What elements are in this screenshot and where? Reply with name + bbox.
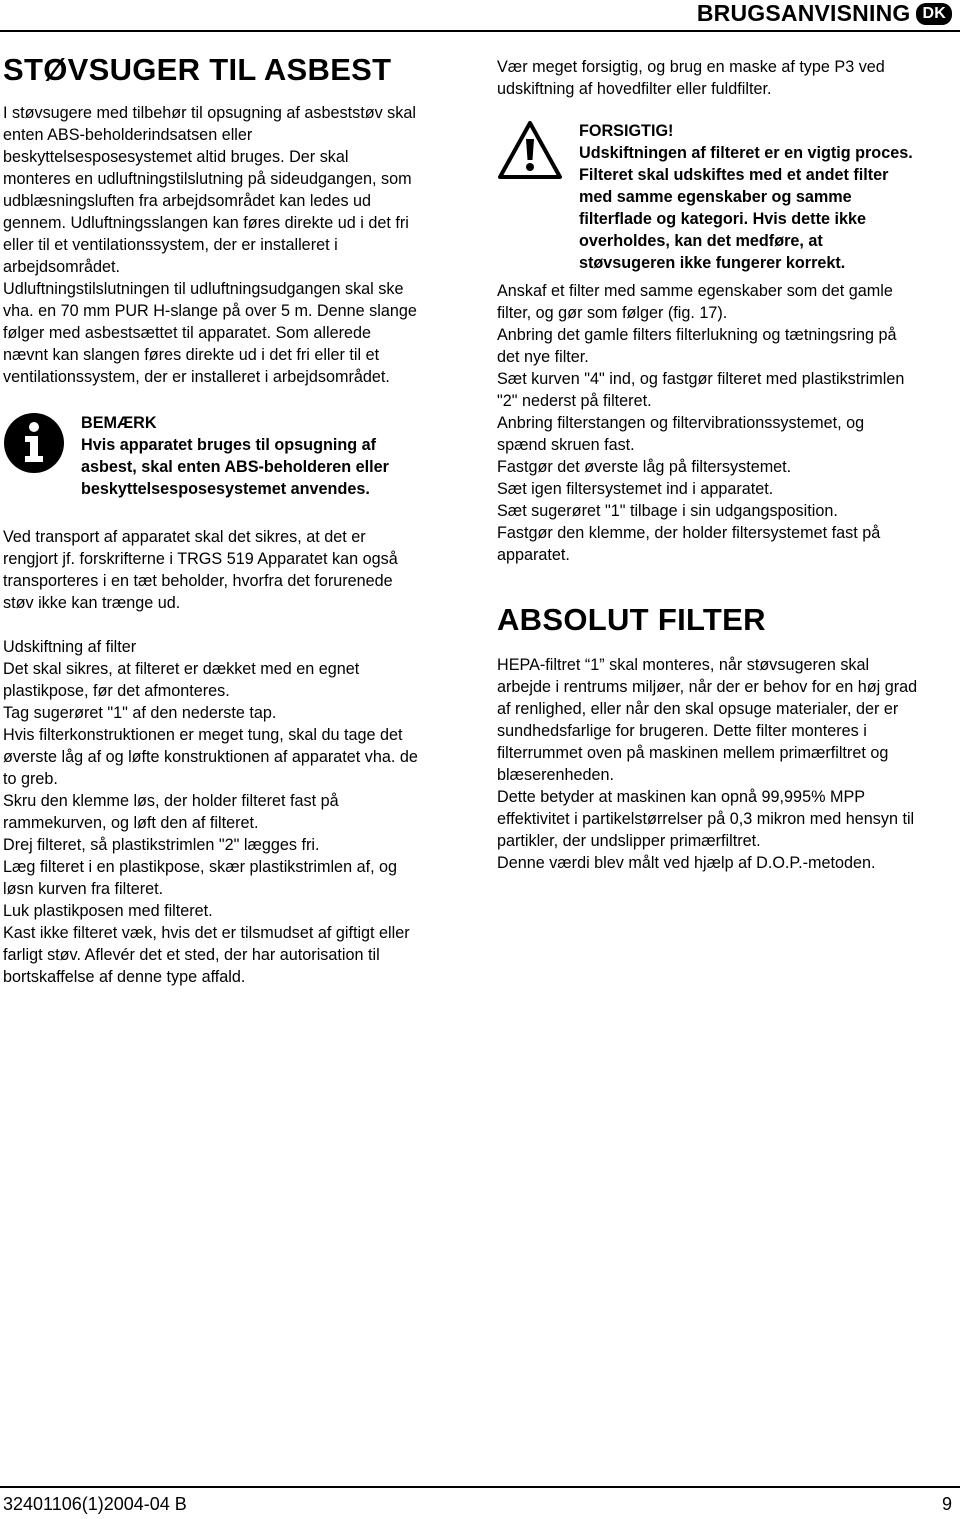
- caution-text: [579, 120, 957, 274]
- text-line: øverste låg af og løfte konstruktionen af apparatet vha. de: [3, 748, 418, 766]
- text-line: farligt støv. Aflevér det et sted, der har autorisation til: [3, 946, 380, 964]
- header-divider: [0, 30, 960, 32]
- text-line: Anbring filterstangen og filtervibrationssystemet, og: [497, 414, 865, 432]
- text-line: Sæt kurven "4" ind, og fastgør filteret med plastikstrimlen: [497, 370, 905, 388]
- text-line: rengjort jf. forskrifterne i TRGS 519 Apparatet kan også: [3, 550, 398, 568]
- filter-replacement-paragraph: [3, 636, 463, 988]
- text-line: beskyttelsesposesystemet anvendes.: [81, 480, 370, 498]
- text-line: Denne værdi blev målt ved hjælp af D.O.P.-metoden.: [497, 854, 876, 872]
- text-line: Sæt sugerøret "1" tilbage i sin udgangsposition.: [497, 502, 838, 520]
- text-line: løsn kurven fra filteret.: [3, 880, 164, 898]
- text-line: ventilationssystem, der er installeret i arbejdsområdet.: [3, 368, 390, 386]
- caution-box: [497, 120, 957, 274]
- text-line: vha. en 70 mm PUR H-slange på over 5 m. Denne slange: [3, 302, 417, 320]
- section-title-absolute-filter: ABSOLUT FILTER: [497, 602, 766, 637]
- text-line: Dette betyder at maskinen kan opnå 99,995% MPP: [497, 788, 866, 806]
- text-line: filterrummet oven på maskinen mellem primærfiltret og: [497, 744, 889, 762]
- text-line: af renlighed, eller når den skal opsuge materialer, der er: [497, 700, 899, 718]
- steps-paragraph: [497, 280, 957, 566]
- text-line: monteres en udluftningstilslutning på sideudgangen, som: [3, 170, 412, 188]
- text-line: effektivitet i partikelstørrelser på 0,3 mikron med hensyn til: [497, 810, 915, 828]
- text-line: Drej filteret, så plastikstrimlen "2" lægges fri.: [3, 836, 320, 854]
- text-line: "2" nederst på filteret.: [497, 392, 652, 410]
- text-line: arbejdsområdet.: [3, 258, 120, 276]
- note-text: [81, 412, 463, 500]
- text-line: nævnt kan slangen føres direkte ud i det fri eller til et: [3, 346, 380, 364]
- header-title: BRUGSANVISNING: [696, 0, 911, 26]
- text-line: Udskiftning af filter: [3, 638, 137, 656]
- caution-heading: FORSIGTIG!: [579, 122, 674, 140]
- text-line: Kast ikke filteret væk, hvis det er tilsmudset af giftigt eller: [3, 924, 410, 942]
- text-line: sundhedsfarlige for brugeren. Dette filter monteres i: [497, 722, 867, 740]
- text-line: arbejde i rentrums miljøer, når der er behov for en høj grad: [497, 678, 918, 696]
- text-line: Anskaf et filter med samme egenskaber som det gamle: [497, 282, 893, 300]
- text-line: Skru den klemme løs, der holder filteret fast på: [3, 792, 339, 810]
- language-badge: DK: [916, 3, 952, 25]
- transport-paragraph: [3, 526, 463, 614]
- text-line: Tag sugerøret "1" af den nederste tap.: [3, 704, 277, 722]
- page-number: 9: [941, 1494, 952, 1514]
- text-line: med samme egenskaber og samme: [579, 188, 852, 206]
- info-icon: [3, 412, 65, 479]
- text-line: spænd skruen fast.: [497, 436, 635, 454]
- text-line: det nye filter.: [497, 348, 589, 366]
- text-line: Fastgør det øverste låg på filtersystemet.: [497, 458, 792, 476]
- warning-icon: [497, 120, 563, 185]
- text-line: beskyttelsesposesystemet altid bruges. Der skal: [3, 148, 349, 166]
- section-title-asbestos: STØVSUGER TIL ASBEST: [3, 52, 392, 87]
- text-line: asbest, skal enten ABS-beholderen eller: [81, 458, 389, 476]
- text-line: Hvis apparatet bruges til opsugning af: [81, 436, 377, 454]
- right-column: [497, 56, 957, 874]
- text-line: I støvsugere med tilbehør til opsugning af asbeststøv skal: [3, 104, 416, 122]
- text-line: følger med asbestsættet til apparatet. Som allerede: [3, 324, 371, 342]
- text-line: Anbring det gamle filters filterlukning og tætningsring på: [497, 326, 897, 344]
- text-line: Sæt igen filtersystemet ind i apparatet.: [497, 480, 774, 498]
- text-line: Læg filteret i en plastikpose, skær plastikstrimlen af, og: [3, 858, 398, 876]
- text-line: plastikpose, før det afmonteres.: [3, 682, 230, 700]
- text-line: partikler, der undslipper primærfiltret.: [497, 832, 761, 850]
- text-line: Udskiftningen af filteret er en vigtig proces.: [579, 144, 913, 162]
- text-line: Udluftningstilslutningen til udluftningsudgangen skal ske: [3, 280, 404, 298]
- note-box: [3, 412, 463, 500]
- left-column: [3, 50, 463, 988]
- text-line: udskiftning af hovedfilter eller fuldfilter.: [497, 80, 772, 98]
- footer-divider: [0, 1486, 960, 1488]
- text-line: bortskaffelse af denne type affald.: [3, 968, 246, 986]
- text-line: apparatet.: [497, 546, 570, 564]
- text-line: gennem. Udluftningsslangen kan føres direkte ud i det fri: [3, 214, 409, 232]
- page-header: [697, 0, 952, 27]
- document-code: 32401106(1)2004-04 B: [3, 1494, 187, 1514]
- absolute-filter-paragraph: [497, 654, 957, 874]
- intro-paragraph: [3, 102, 463, 388]
- text-line: rammekurven, og løft den af filteret.: [3, 814, 259, 832]
- text-line: Fastgør den klemme, der holder filtersystemet fast på: [497, 524, 881, 542]
- text-line: Det skal sikres, at filteret er dækket med en egnet: [3, 660, 360, 678]
- text-line: enten ABS-beholderindsatsen eller: [3, 126, 253, 144]
- text-line: overholdes, kan det medføre, at: [579, 232, 823, 250]
- text-line: filterflade og kategori. Hvis dette ikke: [579, 210, 866, 228]
- text-line: blæserenheden.: [497, 766, 614, 784]
- text-line: Filteret skal udskiftes med et andet filter: [579, 166, 889, 184]
- text-line: transporteres i en tæt beholder, hvorfra det forurenede: [3, 572, 393, 590]
- text-line: HEPA-filtret “1” skal monteres, når støvsugeren skal: [497, 656, 870, 674]
- text-line: to greb.: [3, 770, 58, 788]
- text-line: Luk plastikposen med filteret.: [3, 902, 213, 920]
- text-line: Hvis filterkonstruktionen er meget tung, skal du tage det: [3, 726, 403, 744]
- text-line: filter, og gør som følger (fig. 17).: [497, 304, 728, 322]
- text-line: Ved transport af apparatet skal det sikres, at det er: [3, 528, 366, 546]
- note-heading: BEMÆRK: [81, 414, 157, 432]
- mask-paragraph: [497, 56, 957, 100]
- text-line: eller til et ventilationssystem, der er installeret i: [3, 236, 338, 254]
- text-line: Vær meget forsigtig, og brug en maske af type P3 ved: [497, 58, 885, 76]
- text-line: udblæsningsluften fra arbejdsområdet kan ledes ud: [3, 192, 372, 210]
- text-line: støvsugeren ikke fungerer korrekt.: [579, 254, 846, 272]
- text-line: støv ikke kan trænge ud.: [3, 594, 181, 612]
